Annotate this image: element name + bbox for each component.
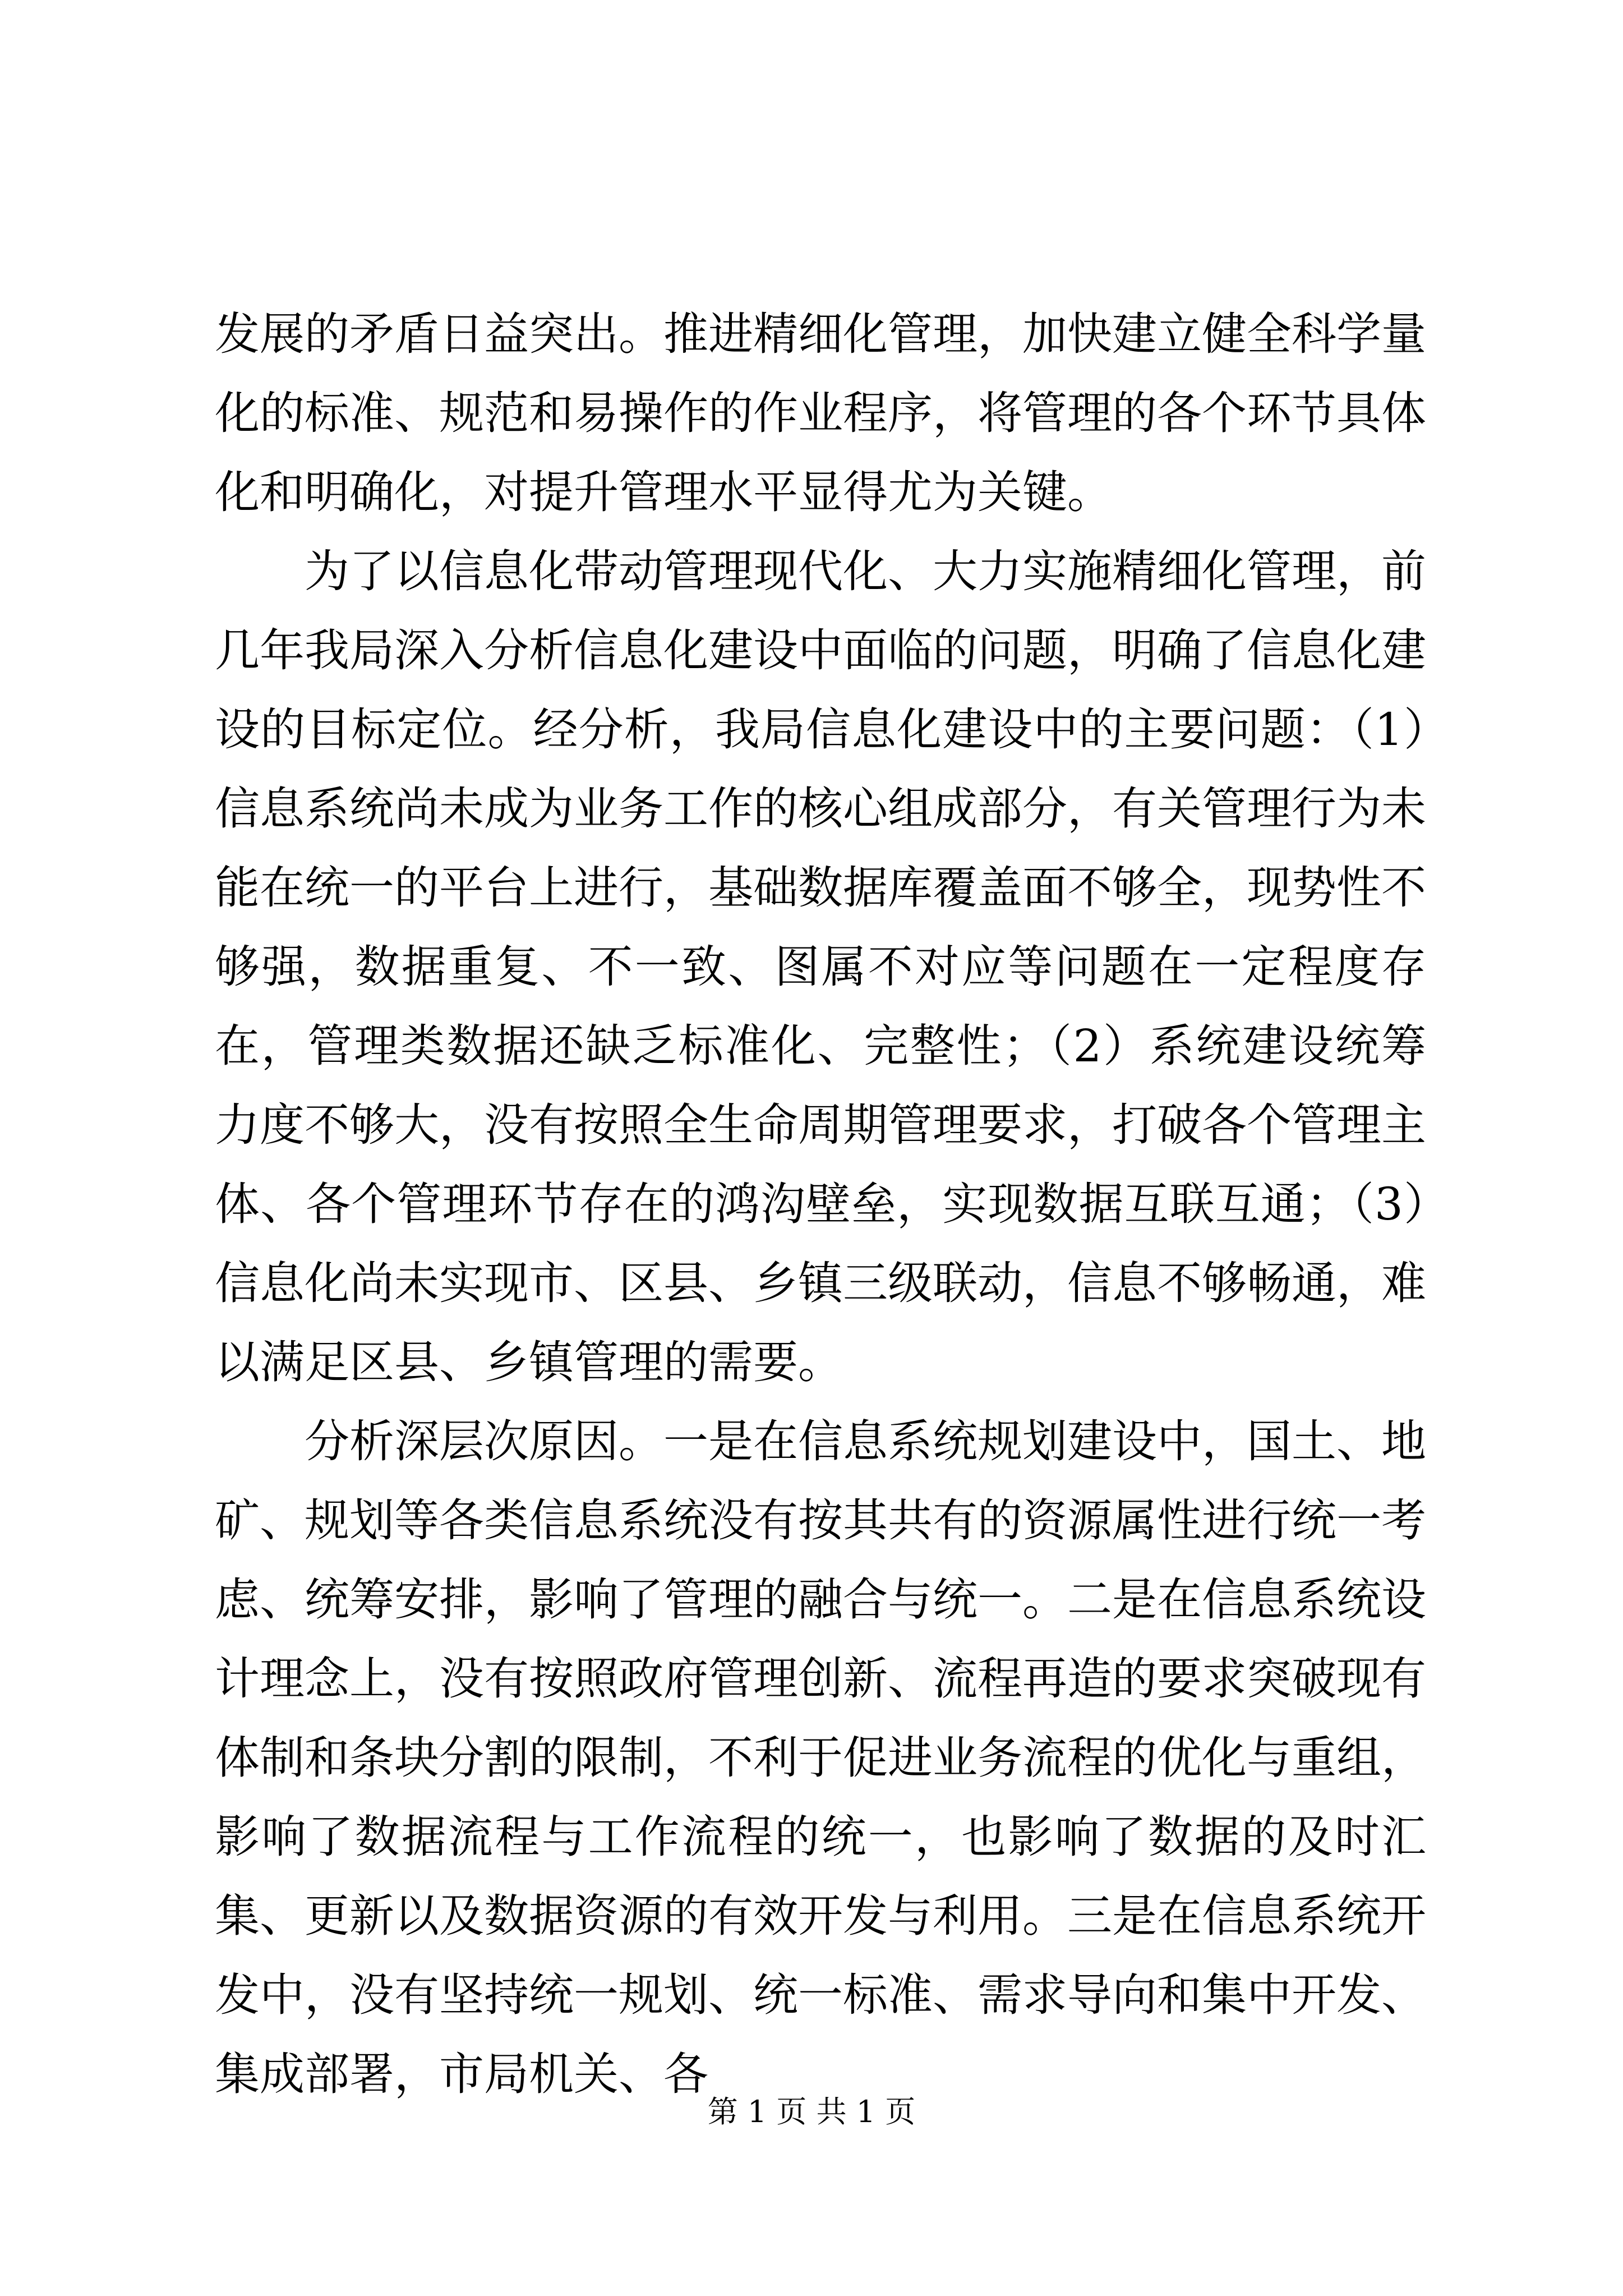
paragraph-3: 分析深层次原因。一是在信息系统规划建设中，国土、地矿、规划等各类信息系统没有按其共有的资源属性进行统一考虑、统筹安排，影响了管理的融合与统一。二是在信息系统设计理念上，没有按照政府管理创新、流程再造的要求突破现有体制和条块分割的限制，不利于促进业务流程的优化与重组，影响了数据流程与工作流程的统一，也影响了数据的及时汇集、更新以及数据资源的有效开发与利用。三是在信息系统开发中，没有坚持统一规划、统一标准、需求导向和集中开发、集成部署，市局机关、各 [215, 1415, 1426, 2100]
document-body [215, 295, 1426, 2114]
paragraph-2: 为了以信息化带动管理现代化、大力实施精细化管理，前几年我局深入分析信息化建设中面临的问题，明确了信息化建设的目标定位。经分析，我局信息化建设中的主要问题：（1）信息系统尚未成为业务工作的核心组成部分，有关管理行为未能在统一的平台上进行，基础数据库覆盖面不够全，现势性不够强，数据重复、不一致、图属不对应等问题在一定程度存在，管理类数据还缺乏标准化、完整性；（2）系统建设统筹力度不够大，没有按照全生命周期管理要求，打破各个管理主体、各个管理环节存在的鸿沟壁垒，实现数据互联互通；（3）信息化尚未实现市、区县、乡镇三级联动，信息不够畅通，难以满足区县、乡镇管理的需要。 [215, 545, 1426, 1388]
paragraph-1: 发展的矛盾日益突出。推进精细化管理，加快建立健全科学量化的标准、规范和易操作的作业程序，将管理的各个环节具体化和明确化，对提升管理水平显得尤为关键。 [215, 308, 1426, 518]
page-footer: 第 1 页 共 1 页 [707, 2094, 916, 2129]
